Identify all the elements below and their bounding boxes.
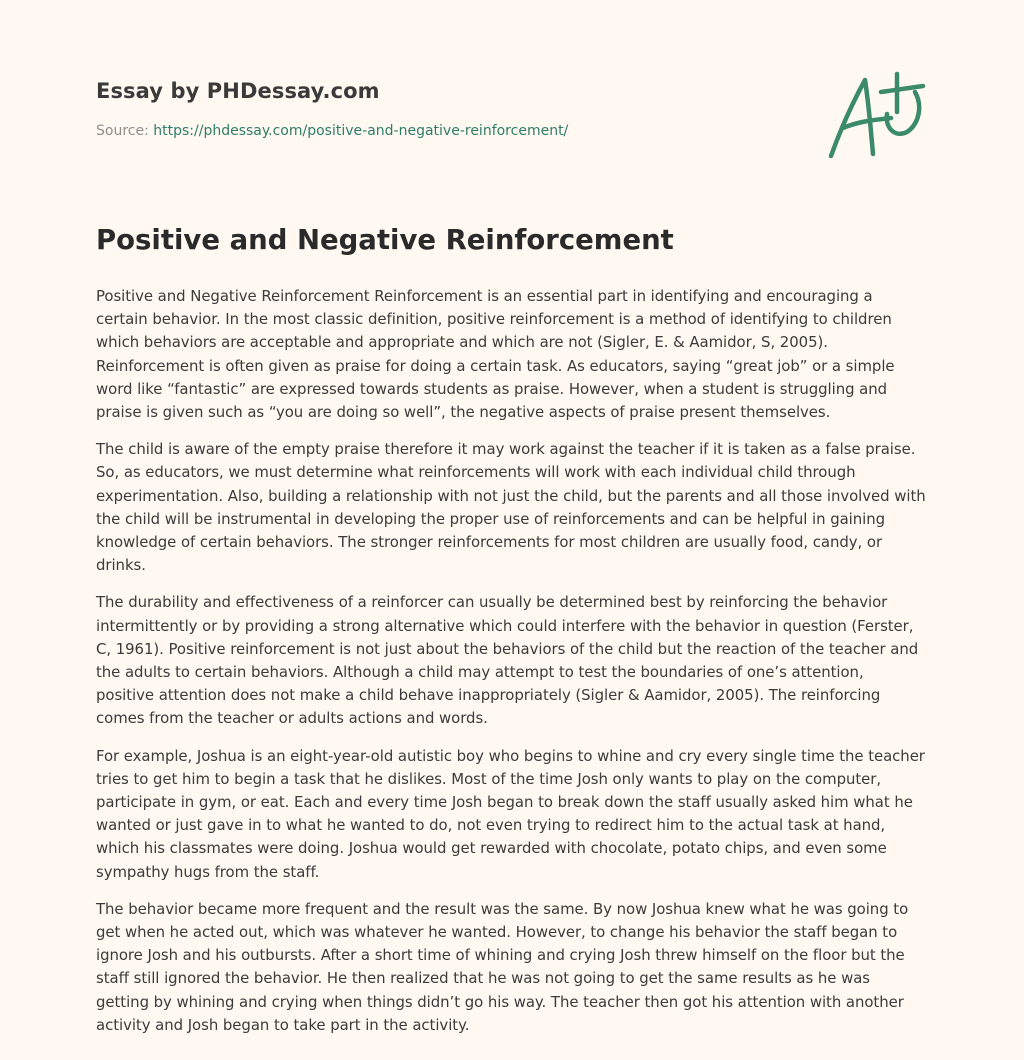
source-line [96,123,568,139]
essay-paragraph: The behavior became more frequent and the result was the same. By now Joshua knew what he was going to get when he acted out, which was whatever he wanted. However, to change his behavior the staff began to ignore Josh and his outbursts. After a short time of whining and crying Josh threw himself on the floor but the staff still ignored the behavior. He then realized that he was not going to get the same results as he was getting by whining and crying when things didn’t go his way. The teacher then got his attention with another activity and Josh began to take part in the activity. [96,899,909,1034]
a-plus-logo [823,66,933,170]
source-link[interactable]: https://phdessay.com/positive-and-negative-reinforcement/ [153,123,569,139]
essay-paragraph: The durability and effectiveness of a reinforcer can usually be determined best by reinforcing the behavior intermittently or by providing a strong alternative which could interfere with the behavior in question (Ferster, C, 1961). Positive reinforcement is not just about the behaviors of the child but the reaction of the teacher and the adults to certain behaviors. Although a child may attempt to test the boundaries of one’s attention, positive attention does not make a child behave inappropriately (Sigler & Aamidor, 2005). The reinforcing comes from the teacher or adults actions and words. [96,593,919,728]
essay-title: Positive and Negative Reinforcement [96,224,674,256]
site-title: Essay by PHDessay.com [96,79,380,103]
essay-body [96,285,926,1051]
essay-paragraph: For example, Joshua is an eight-year-old autistic boy who begins to whine and cry every single time the teacher tries to get him to begin a task that he dislikes. Most of the time Josh only wants to play on the computer, participate in gym, or eat. Each and every time Josh began to break down the staff usually asked him what he wanted or just gave in to what he wanted to do, not even trying to redirect him to the actual task at hand, which his classmates were doing. Joshua would get rewarded with chocolate, potato chips, and even some sympathy hugs from the staff. [96,746,925,881]
essay-paragraph: Positive and Negative Reinforcement Reinforcement is an essential part in identifying and encouraging a certain behavior. In the most classic definition, positive reinforcement is a method of identifying to children which behaviors are acceptable and appropriate and which are not (Sigler, E. & Aamidor, S, 2005). Reinforcement is often given as praise for doing a certain task. As educators, saying “great job” or a simple word like “fantastic” are expressed towards students as praise. However, when a student is struggling and praise is given such as “you are doing so well”, the negative aspects of praise present themselves. [96,287,895,422]
source-label: Source: [96,123,154,139]
essay-paragraph: The child is aware of the empty praise therefore it may work against the teacher if it is taken as a false praise. So, as educators, we must determine what reinforcements will work with each individual child through experimentation. Also, building a relationship with not just the child, but the parents and all those involved with the child will be instrumental in developing the proper use of reinforcements and can be helpful in gaining knowledge of certain behaviors. The stronger reinforcements for most children are usually food, candy, or drinks. [96,440,926,575]
